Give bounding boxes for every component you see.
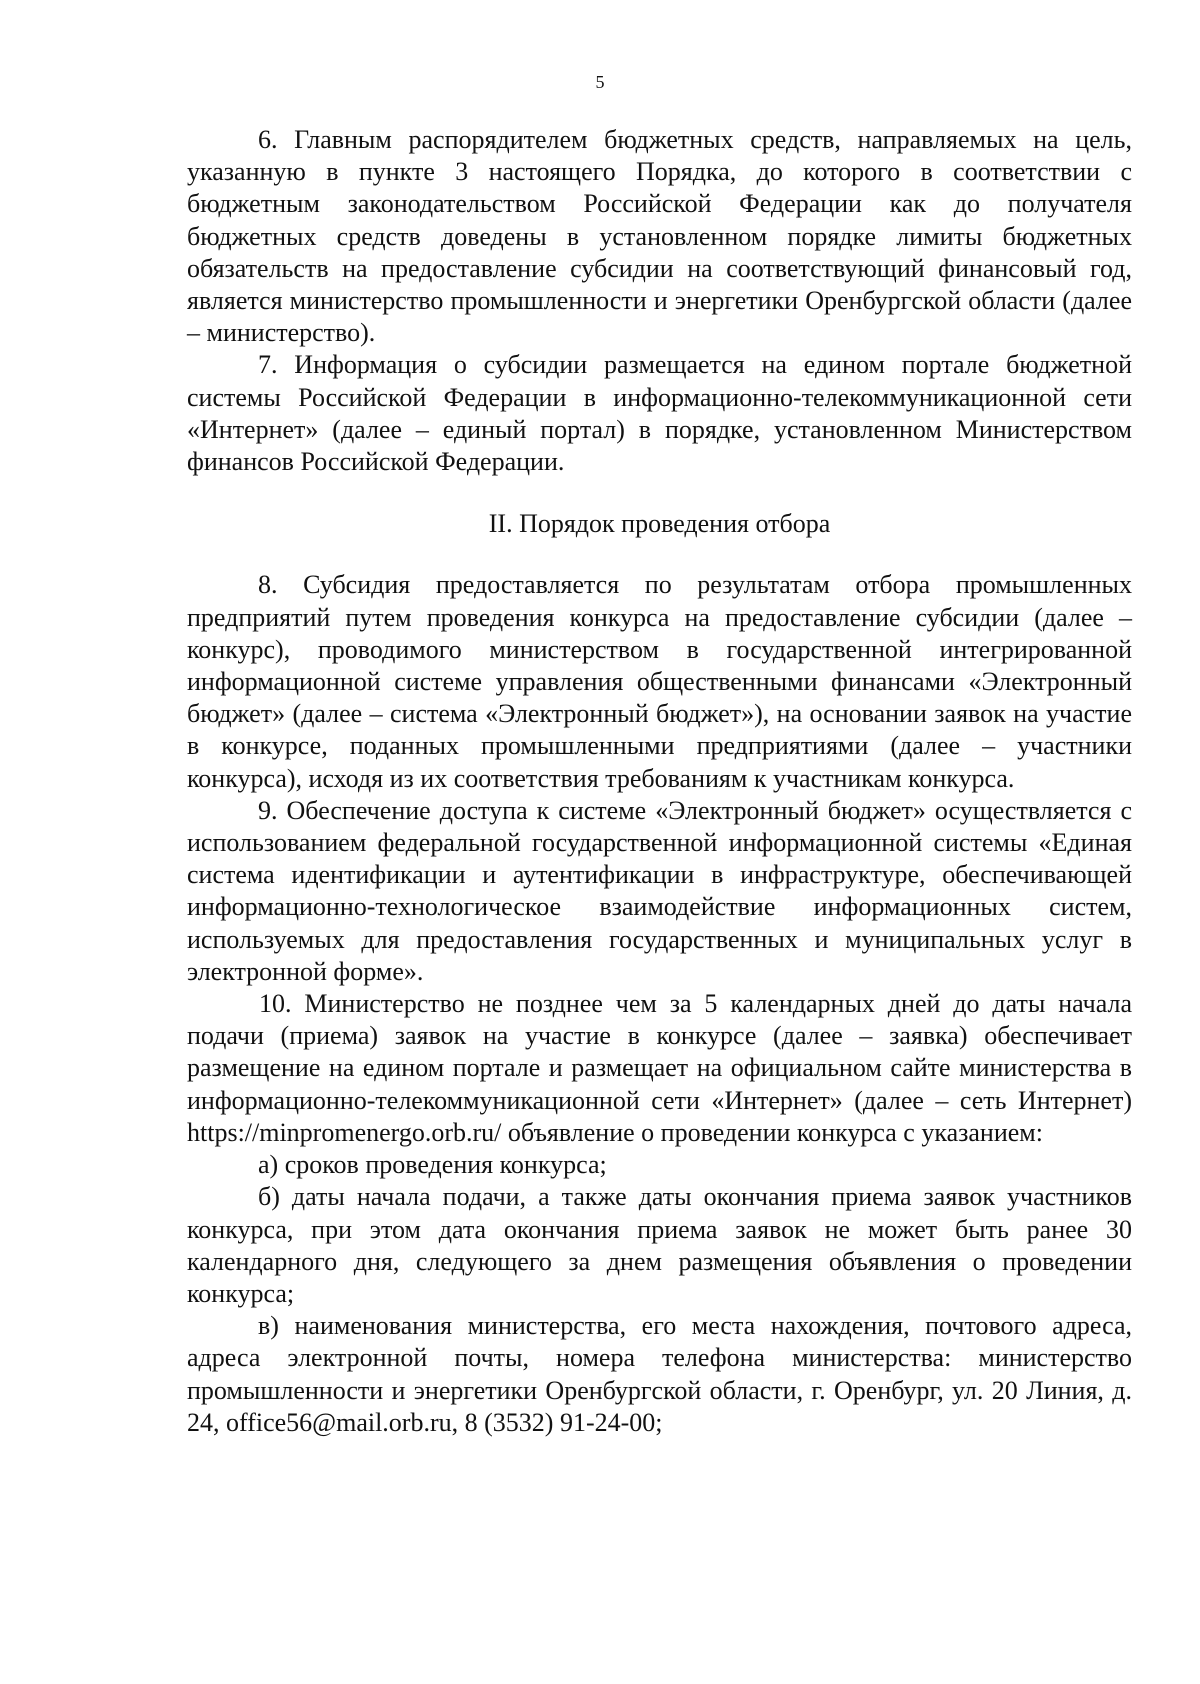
paragraph-10: 10. Министерство не позднее чем за 5 календарных дней до даты начала подачи (приема) заявок на участие в конкурсе (далее – заявка) обеспечивает размещение на едином портале и размещает на официальном сайте министерства в информационно-телекоммуникационной сети «Интернет» (далее – сеть Интернет) https://minpromenergo.orb.ru/ объявление о проведении конкурса с указанием: bbox=[187, 989, 1132, 1147]
list-item-b: б) даты начала подачи, а также даты окончания приема заявок участников конкурса, при этом дата окончания приема заявок не может быть ранее 30 календарного дня, следующего за днем размещения объявления о проведении конкурса; bbox=[187, 1182, 1132, 1308]
paragraph-8: 8. Субсидия предоставляется по результатам отбора промышленных предприятий путем проведения конкурса на предоставление субсидии (далее – конкурс), проводимого министерством в государственной интегрированной информационной системе управления общественными финансами «Электронный бюджет» (далее – система «Электронный бюджет»), на основании заявок на участие в конкурсе, поданных промышленными предприятиями (далее – участники конкурса), исходя из их соответствия требованиям к участникам конкурса. bbox=[187, 570, 1132, 793]
page-number: 5 bbox=[595, 72, 605, 92]
list-item-v: в) наименования министерства, его места нахождения, почтового адреса, адреса электронной почты, номера телефона министерства: министерство промышленности и энергетики Оренбургской области, г. Оренбург, ул. 20 Линия, д. 24, office56@mail.orb.ru, 8 (3532) 91-24-00; bbox=[187, 1311, 1132, 1437]
paragraph-7: 7. Информация о субсидии размещается на едином портале бюджетной системы Российской Федерации в информационно-телекоммуникационной сети «Интернет» (далее – единый портал) в порядке, установленном Министерством финансов Российской Федерации. bbox=[187, 350, 1132, 477]
section-title: II. Порядок проведения отбора bbox=[488, 509, 831, 539]
document-body bbox=[187, 124, 1132, 1439]
paragraph-9: 9. Обеспечение доступа к системе «Электронный бюджет» осуществляется с использованием федеральной государственной информационной системы «Единая система идентификации и аутентификации в инфраструктуре, обеспечивающей информационно-технологическое взаимодействие информационных систем, используемых для предоставления государственных и муниципальных услуг в электронной форме». bbox=[187, 795, 1132, 986]
list-item-a: а) сроков проведения конкурса; bbox=[258, 1150, 607, 1180]
paragraph-6: 6. Главным распорядителем бюджетных средств, направляемых на цель, указанную в пункте 3 настоящего Порядка, до которого в соответствии с бюджетным законодательством Российской Федерации как до получателя бюджетных средств доведены в установленном порядке лимиты бюджетных обязательств на предоставление субсидии на соответствующий финансовый год, является министерство промышленности и энергетики Оренбургской области (далее – министерство). bbox=[187, 125, 1132, 348]
